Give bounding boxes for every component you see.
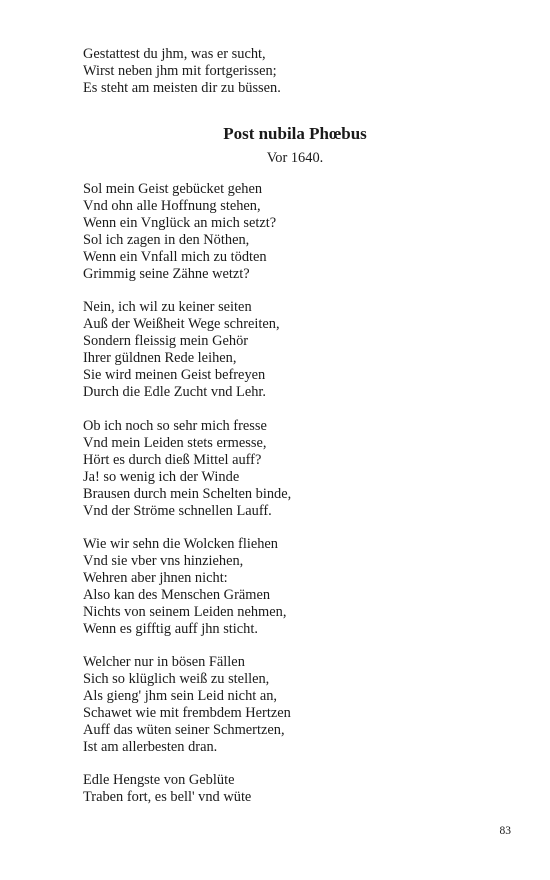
verse-line: Auff das wüten seiner Schmertzen, [83, 722, 285, 738]
verse-line: Ja! so wenig ich der Winde [83, 469, 240, 485]
verse-line: Wirst neben jhm mit fortgerissen; [83, 63, 277, 79]
verse-line: Sondern fleissig mein Gehör [83, 333, 249, 349]
verse-line: Also kan des Menschen Grämen [83, 587, 271, 603]
verse-line: Hört es durch dieß Mittel auff? [83, 452, 262, 468]
verse-line: Vnd mein Leiden stets ermesse, [83, 435, 267, 451]
verse-line: Ist am allerbesten dran. [83, 739, 218, 755]
preceding-poem-ending [83, 46, 281, 97]
verse-line: Wenn ein Vnglück an mich setzt? [83, 215, 277, 231]
stanza-4 [83, 536, 286, 638]
verse-line: Grimmig seine Zähne wetzt? [83, 266, 250, 282]
verse-line: Wenn ein Vnfall mich zu tödten [83, 249, 267, 265]
verse-line: Vnd ohn alle Hoffnung stehen, [83, 198, 261, 214]
poem-title: Post nubila Phœbus [223, 124, 367, 143]
verse-line: Wenn es gifftig auff jhn sticht. [83, 621, 258, 637]
verse-line: Auß der Weißheit Wege schreiten, [83, 316, 280, 332]
verse-line: Nichts von seinem Leiden nehmen, [83, 604, 287, 620]
verse-line: Traben fort, es bell' vnd wüte [83, 789, 252, 805]
verse-line: Vnd der Ströme schnellen Lauff. [83, 503, 272, 519]
stanza-3 [83, 418, 291, 520]
verse-line: Sich so klüglich weiß zu stellen, [83, 671, 270, 687]
verse-line: Schawet wie mit frembdem Hertzen [83, 705, 291, 721]
verse-line: Gestattest du jhm, was er sucht, [83, 46, 266, 62]
verse-line: Nein, ich wil zu keiner seiten [83, 299, 252, 315]
verse-line: Ihrer güldnen Rede leihen, [83, 350, 237, 366]
page-number: 83 [499, 825, 511, 837]
verse-line: Es steht am meisten dir zu büssen. [83, 80, 281, 96]
verse-line: Sol mein Geist gebücket gehen [83, 181, 263, 197]
verse-line: Vnd sie vber vns hinziehen, [83, 553, 244, 569]
verse-line: Sie wird meinen Geist befreyen [83, 367, 266, 383]
stanza-5 [83, 654, 291, 756]
verse-line: Edle Hengste von Geblüte [83, 772, 235, 788]
verse-line: Welcher nur in bösen Fällen [83, 654, 245, 670]
verse-line: Als gieng' jhm sein Leid nicht an, [83, 688, 278, 704]
verse-line: Sol ich zagen in den Nöthen, [83, 232, 250, 248]
verse-line: Wehren aber jhnen nicht: [83, 570, 228, 586]
stanza-6 [83, 772, 251, 806]
verse-line: Durch die Edle Zucht vnd Lehr. [83, 384, 267, 400]
poem-date: Vor 1640. [266, 150, 324, 166]
verse-line: Wie wir sehn die Wolcken fliehen [83, 536, 279, 552]
verse-line: Brausen durch mein Schelten binde, [83, 486, 292, 502]
verse-line: Ob ich noch so sehr mich fresse [83, 418, 267, 434]
stanza-2 [83, 299, 280, 401]
stanza-1 [83, 181, 276, 283]
